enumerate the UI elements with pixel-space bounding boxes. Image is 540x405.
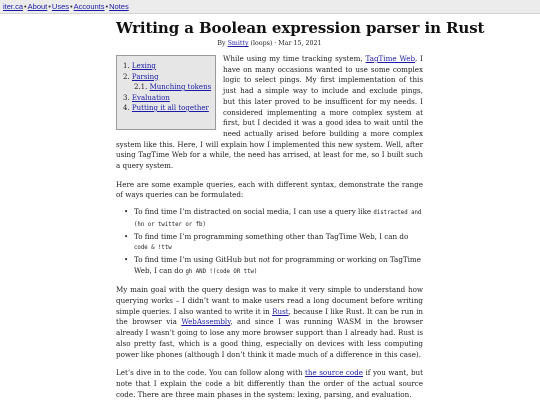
text-run: My main goal with the query design was to make it very simple to understand how querying works – I didn’t want to make users read a long document before writing simple queries. I also wanted to write it in	[116, 285, 423, 316]
toc-link-putting-it-together[interactable]: Putting it all together	[131, 104, 209, 112]
paragraph-examples: Here are some example queries, each with different syntax, demonstrate the range of ways queries can be formulated:	[116, 179, 423, 200]
text-run: for programming or working on TagTime Web, I can do	[134, 254, 421, 275]
toc-link-parsing[interactable]: Parsing	[131, 72, 159, 81]
text-run: , because I like Rust. It can be run in the browser via	[116, 306, 423, 327]
inline-code: code & !ttw	[134, 245, 172, 252]
nav-separator: •	[105, 2, 109, 11]
example-query-list	[116, 207, 423, 277]
toc-number: 2.	[123, 72, 130, 81]
table-of-contents	[116, 55, 216, 130]
toc-number: 1.	[123, 62, 130, 70]
toc-item-lexing	[123, 61, 211, 72]
nav-link-about[interactable]: About	[27, 2, 48, 11]
toc-link-evaluation[interactable]: Evaluation	[131, 93, 170, 102]
author-link[interactable]: Smitty	[227, 40, 249, 47]
link-tagtime-web[interactable]: TagTime Web	[365, 54, 416, 63]
toc-link-munching-tokens[interactable]: Munching tokens	[149, 83, 212, 91]
link-webassembly[interactable]: WebAssembly	[181, 317, 231, 327]
link-rust[interactable]: Rust	[272, 306, 289, 316]
text-run: if you want, but note that I explain the code a bit differently than the order of the actual source code. There are three main phases in the system: lexing, parsing, and evaluation.	[116, 368, 424, 399]
nav-link-home[interactable]: iter.ca	[3, 2, 24, 11]
link-source-code[interactable]: the source code	[305, 368, 364, 378]
nav-link-uses[interactable]: Uses	[51, 2, 69, 11]
nav-link-notes[interactable]: Notes	[109, 2, 129, 11]
bullet-glyph: •	[124, 207, 129, 217]
byline-prefix: By	[217, 40, 228, 47]
byline-meta: (loops) · Mar 15, 2021	[248, 40, 322, 47]
paragraph-dive-in	[116, 368, 423, 400]
text-run: , and since I was running WASM in the browser already I wasn’t going to lose any more browser support than I already had. Rust is also pretty fast, which is a good thing, especially on devices with less computing power like phones (although I don’t think it made much of a difference in this case).	[116, 317, 423, 359]
list-item	[124, 207, 423, 230]
article	[116, 19, 485, 400]
inline-code: distracted and (hn or twitter or fb)	[134, 210, 422, 228]
toc-item-parsing	[123, 72, 211, 83]
nav-separator: •	[48, 2, 51, 11]
bullet-glyph: •	[124, 231, 129, 241]
nav-link-accounts[interactable]: Accounts	[73, 2, 105, 11]
article-title: Writing a Boolean expression parser in Rust	[116, 19, 485, 37]
text-run: To find time I’m programming something other than TagTime Web, I can do	[134, 231, 409, 241]
inline-code: gh AND !(code OR ttw)	[185, 268, 258, 275]
text-run: To find time I’m distracted on social media, I can use a query like	[134, 207, 374, 217]
toc-link-lexing[interactable]: Lexing	[131, 62, 156, 70]
nav-separator: •	[24, 2, 27, 11]
text-run: Let’s dive in to the code. You can follow along with	[116, 368, 306, 378]
emphasis: not	[258, 254, 271, 264]
bullet-glyph: •	[124, 254, 129, 264]
text-run: , I have on many occasions wanted to use some complex logic to select pings. My first implementation of this just had a simple way to include and exclude pings, but this later proved to be insufficent for my needs. I considered implementing a more complex system at first, but I decided it was a good idea to wait until the need actually arised before building a more complex system like this. Here, I will explain how I implemented this new system. Well, after using TagTime Web for a while, the need has arrised, at least for me, so I built such a query system.	[116, 54, 423, 171]
toc-item-evaluation	[123, 93, 211, 104]
toc-item-munching-tokens	[123, 82, 211, 93]
text-run: While using my time tracking system,	[223, 54, 366, 63]
list-item	[124, 231, 423, 254]
byline	[116, 39, 423, 48]
nav-separator: •	[70, 2, 73, 11]
text-run: To find time I’m using GitHub but	[134, 254, 259, 264]
toc-number: 2.1.	[134, 83, 148, 91]
toc-number: 3.	[123, 93, 130, 102]
toc-number: 4.	[123, 104, 130, 112]
paragraph-goals	[116, 285, 423, 360]
site-nav	[0, 0, 540, 14]
toc-item-putting-it-together	[123, 103, 211, 114]
list-item	[124, 254, 423, 277]
